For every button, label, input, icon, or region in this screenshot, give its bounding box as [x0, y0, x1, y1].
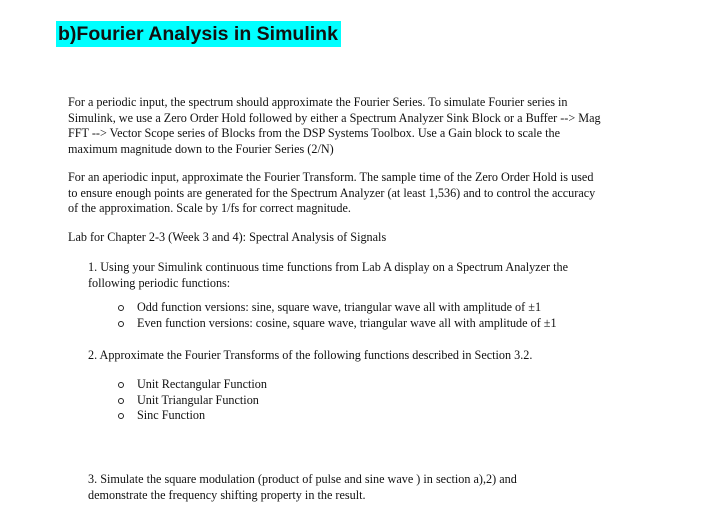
bullet-text: Unit Rectangular Function: [137, 377, 267, 391]
lab-item-2: 2. Approximate the Fourier Transforms of the following functions described in Section 3.2.: [88, 348, 533, 362]
bullet-icon: [118, 413, 124, 419]
periodic-input-paragraph: For a periodic input, the spectrum should approximate the Fourier Series. To simulate Fourier series in Simulink, we use a Zero Order Hold followed by either a Spectrum Analyzer Sink Block or a Buffer --> Mag FFT --> Vector Scope series of Blocks from the DSP Systems Toolbox. Use a Gain block to scale the maximum magnitude down to the Fourier Series (2/N): [68, 95, 601, 156]
bullet-text: Unit Triangular Function: [137, 392, 259, 407]
list-item: [116, 408, 267, 424]
section-heading: b)Fourier Analysis in Simulink: [56, 21, 341, 47]
bullet-icon: [118, 321, 124, 327]
lab-item-3: 3. Simulate the square modulation (product of pulse and sine wave ) in section a),2) and demonstrate the frequency shifting property in the result.: [88, 472, 517, 502]
aperiodic-input-paragraph: For an aperiodic input, approximate the Fourier Transform. The sample time of the Zero Order Hold is used to ensure enough points are generated for the Spectrum Analyzer (at least 1,536) and to control the accuracy of the approximation. Scale by 1/fs for correct magnitude.: [68, 170, 596, 216]
lab-item-1: 1. Using your Simulink continuous time functions from Lab A display on a Spectrum Analyzer the following periodic functions:: [88, 260, 568, 290]
list-item: [116, 393, 267, 409]
bullet-icon: [118, 398, 124, 404]
lab-title: Lab for Chapter 2-3 (Week 3 and 4): Spectral Analysis of Signals: [68, 230, 387, 244]
bullet-text: Even function versions: cosine, square wave, triangular wave all with amplitude of ±1: [137, 315, 557, 330]
bullet-icon: [118, 305, 124, 311]
list-item: [116, 316, 557, 332]
list-item: [116, 377, 267, 393]
bullet-icon: [118, 382, 124, 388]
bullet-text: Odd function versions: sine, square wave, triangular wave all with amplitude of ±1: [137, 300, 542, 314]
item-2-bullet-list: [116, 377, 267, 424]
item-1-bullet-list: [116, 300, 557, 331]
list-item: [116, 300, 557, 316]
bullet-text: Sinc Function: [137, 408, 206, 423]
